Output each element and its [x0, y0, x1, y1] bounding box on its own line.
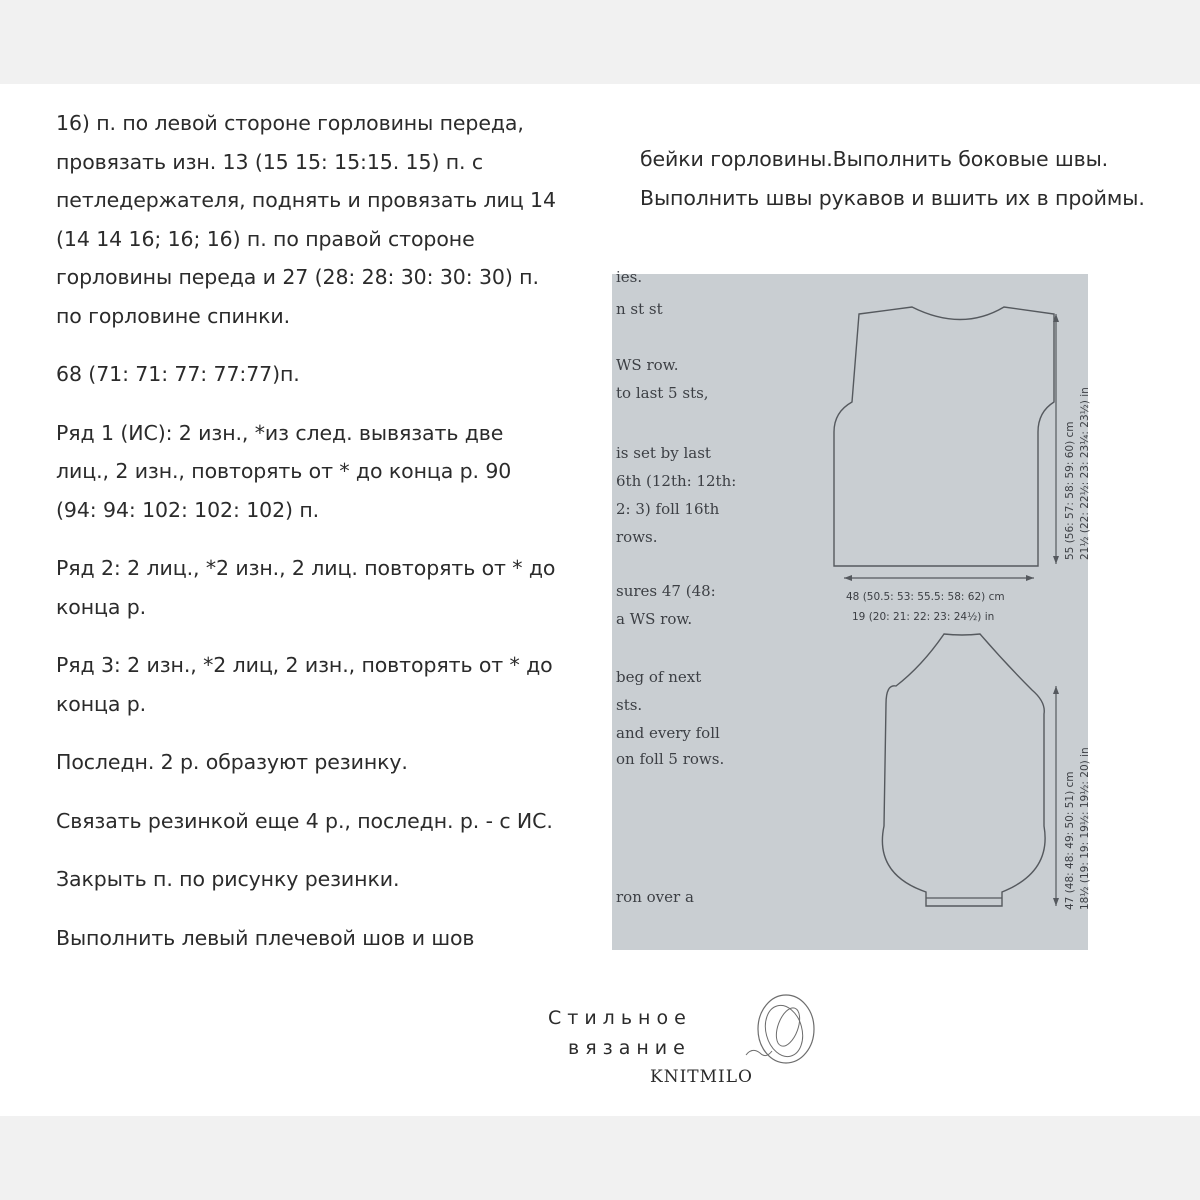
scan-text-line: a WS row.: [616, 610, 693, 628]
scan-text-line: n st st: [616, 300, 663, 318]
schematic-diagram: [612, 274, 1091, 950]
brand-line-3: KNITMILO: [650, 1067, 753, 1087]
paragraph-rib-note: Последн. 2 р. образуют резинку.: [56, 750, 408, 774]
sleeve-outline: [882, 634, 1045, 906]
brand-line-1: Стильное: [548, 1007, 692, 1029]
body-width-cm-label: 48 (50.5: 53: 55.5: 58: 62) cm: [846, 591, 1005, 603]
scan-text-line: WS row.: [616, 356, 679, 374]
yarn-ball-logo-icon: [742, 989, 832, 1079]
document-page: [0, 84, 1200, 1116]
paragraph-row-2: Ряд 2: 2 лиц., *2 изн., 2 лиц. повторять от * до конца р.: [56, 556, 556, 619]
scan-text-line: to last 5 sts,: [616, 384, 709, 402]
body-length-cm-label: 55 (56: 57: 58: 59: 60) cm: [1064, 421, 1076, 560]
left-text-column: [56, 104, 556, 977]
paragraph-rib-rows: Связать резинкой еще 4 р., последн. р. - с ИС.: [56, 808, 553, 833]
brand-line-2: вязание: [568, 1037, 691, 1059]
sleeve-length-in-label: 18½ (19: 19: 19½: 19½: 20) in: [1079, 747, 1091, 910]
paragraph-row-3: Ряд 3: 2 изн., *2 лиц, 2 изн., повторять от * до конца р.: [56, 653, 553, 716]
scan-text-line: 2: 3) foll 16th: [616, 500, 720, 518]
scan-text-line: 6th (12th: 12th:: [616, 472, 737, 490]
scan-text-line: rows.: [616, 528, 658, 546]
body-length-in-label: 21½ (22: 22½: 23: 23¼: 23½) in: [1079, 387, 1091, 560]
scanned-pattern-photo: [612, 268, 1091, 950]
brand-watermark: [520, 989, 840, 1099]
paragraph-neckband-pickup: 16) п. по левой стороне горловины переда, провязать изн. 13 (15 15: 15:15. 15) п. с петледержателя, поднять и провязать лиц 14 (14 14 16; 16; 16) п. по правой стороне горловины переда и 27 (28: 28: 30: 30: 30) п. по горловине спинки.: [56, 111, 556, 328]
scan-text-line: sts.: [616, 696, 643, 714]
scan-text-line: ies.: [616, 268, 643, 286]
scan-text-line: and every foll: [616, 724, 720, 742]
sleeve-length-cm-label: 47 (48: 48: 49: 50: 51) cm: [1064, 771, 1076, 910]
scan-text-line: beg of next: [616, 668, 702, 686]
paragraph-bind-off: Закрыть п. по рисунку резинки.: [56, 867, 400, 891]
scan-text-line: is set by last: [616, 444, 711, 462]
scan-text-line: ron over a: [616, 888, 694, 906]
paragraph-seams: Выполнить левый плечевой шов и шов: [56, 925, 475, 950]
body-width-in-label: 19 (20: 21: 22: 23: 24½) in: [852, 611, 995, 623]
scan-text-line: on foll 5 rows.: [616, 750, 725, 768]
paragraph-stitch-count: 68 (71: 71: 77: 77:77)п.: [56, 362, 300, 386]
right-text-paragraph: бейки горловины.Выполнить боковые швы. Выполнить швы рукавов и вшить их в проймы.: [640, 147, 1145, 210]
scan-text-line: sures 47 (48:: [616, 582, 716, 600]
paragraph-row-1: Ряд 1 (ИС): 2 изн., *из след. вывязать две лиц., 2 изн., повторять от * до конца р. 90 (94: 94: 102: 102: 102) п.: [56, 420, 512, 522]
body-outline: [834, 307, 1054, 566]
